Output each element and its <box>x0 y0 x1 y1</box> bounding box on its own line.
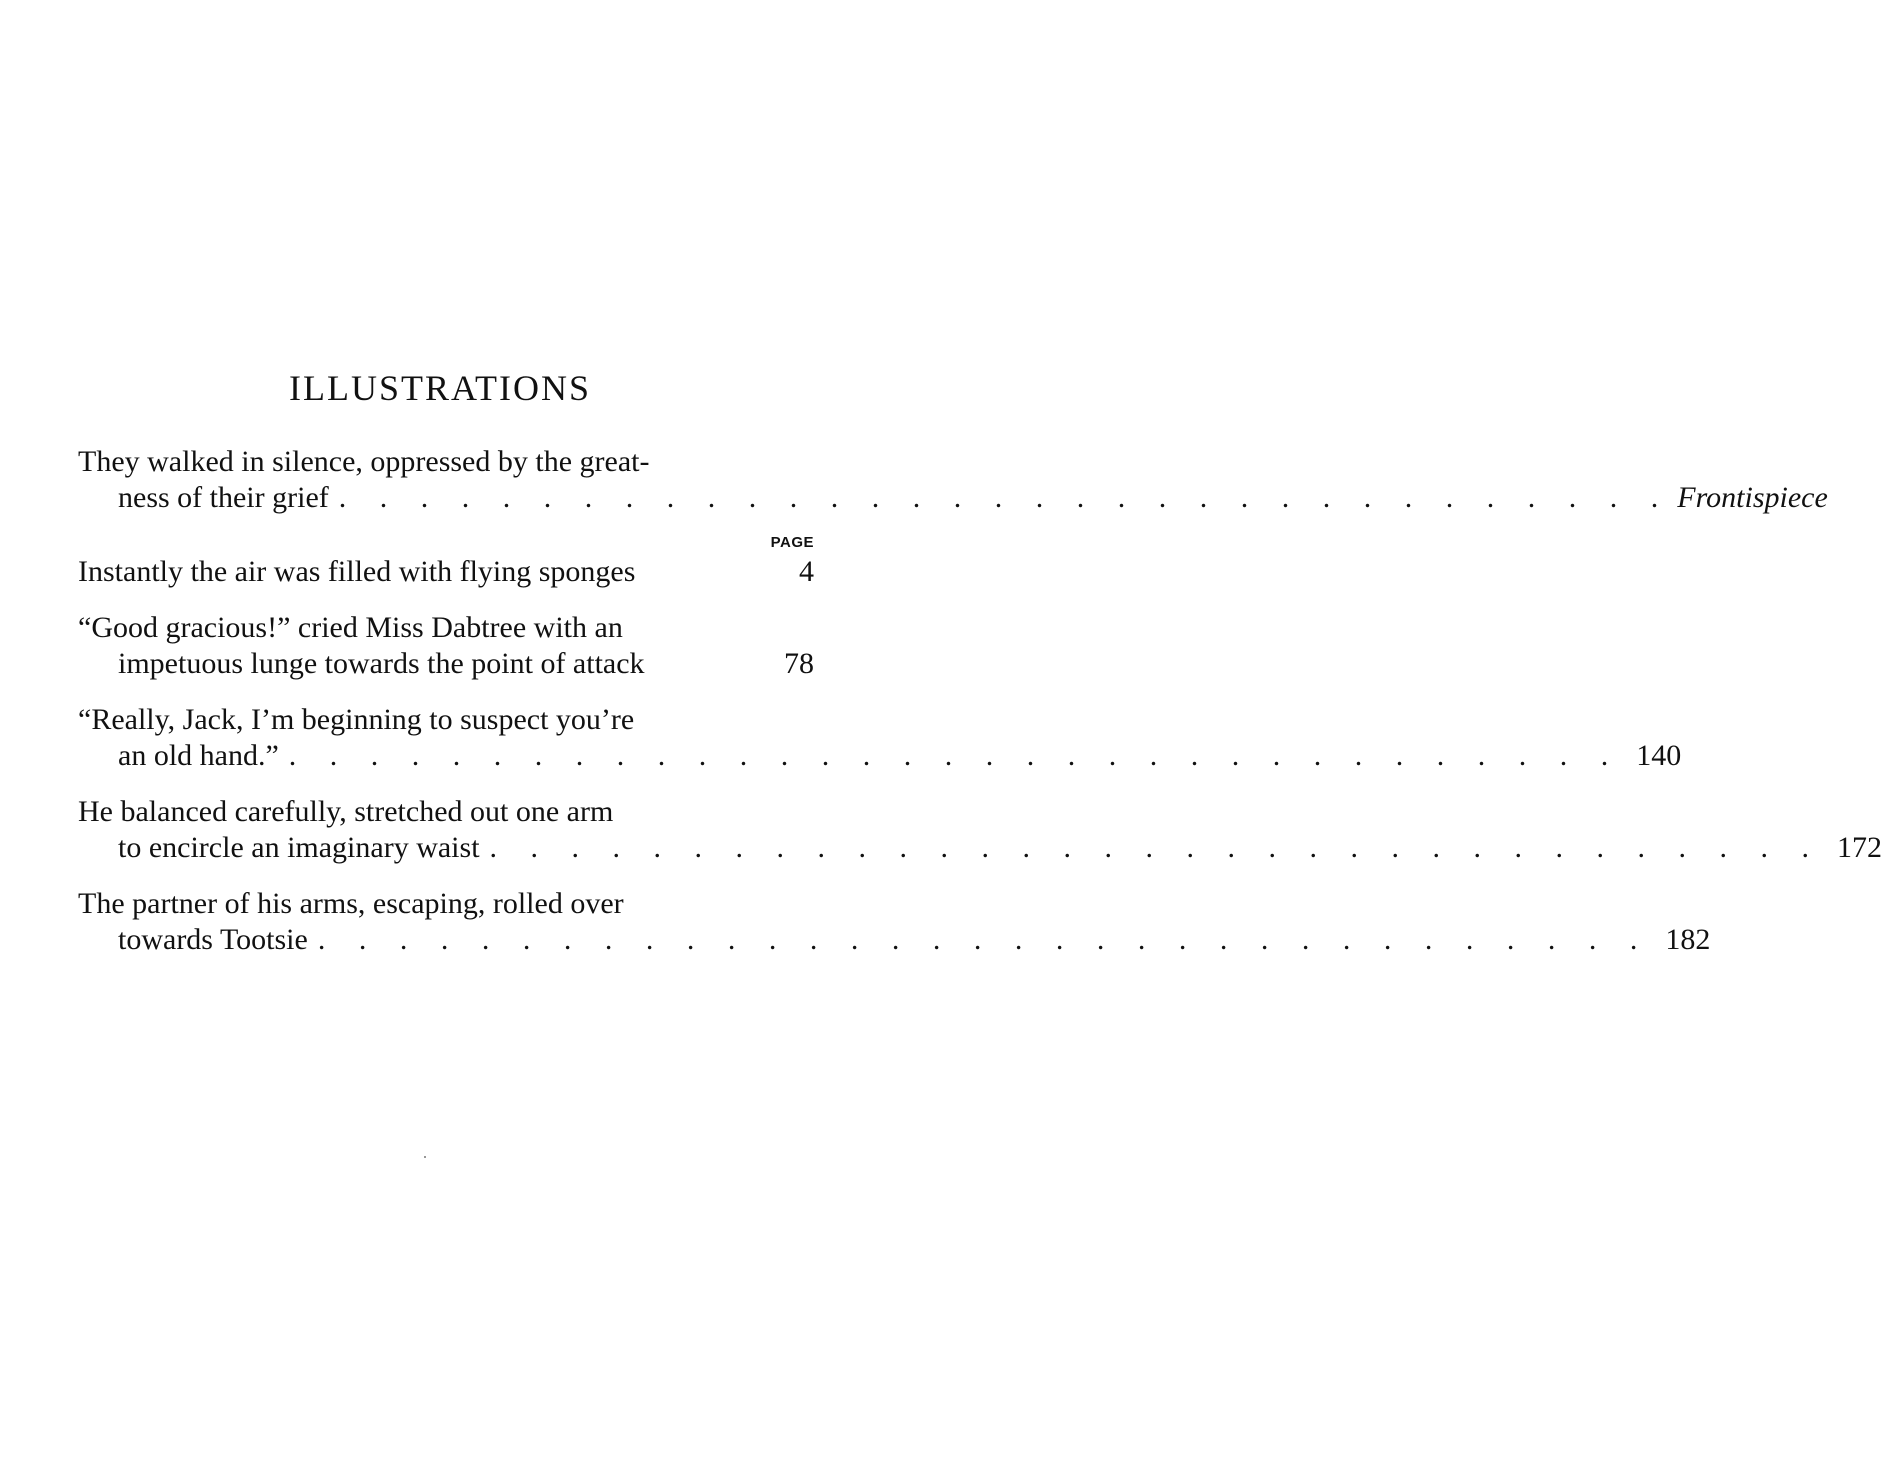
entry-caption-line2: impetuous lunge towards the point of attack <box>118 647 645 680</box>
entry-caption-line1: They walked in silence, oppressed by the great- <box>78 445 650 478</box>
dot-leader: . . . . . . . . . . . . . . . . . . . . . . . . . . . . . . . . . <box>288 739 1622 772</box>
entry-line <box>78 610 814 646</box>
frontispiece-entry <box>78 444 1828 516</box>
entry-line <box>78 886 814 922</box>
entry-line <box>78 554 814 590</box>
page-column-label: PAGE <box>770 534 814 551</box>
entry-line <box>78 702 814 738</box>
dot-leader: . . . . . . . . . . . . . . . . . . . . . . . . . . . . . . . . . <box>338 481 1672 514</box>
entry-line <box>78 922 1711 958</box>
page-title: ILLUSTRATIONS <box>289 368 591 408</box>
entry-caption-line1: The partner of his arms, escaping, rolled over <box>78 887 624 920</box>
dot-leader: . . . . . . . . . . . . . . . . . . . . . . . . . . . . . . . . . <box>317 923 1651 956</box>
entry-page-number: 172 <box>1837 831 1882 864</box>
entry-line <box>78 646 814 682</box>
entry-page-number: 4 <box>799 555 814 588</box>
entry-line <box>78 444 814 480</box>
list-item <box>78 886 1711 958</box>
list-item <box>78 794 1882 866</box>
entry-line <box>78 480 1828 516</box>
dot-leader: . . . . . . . . . . . . . . . . . . . . . . . . . . . . . . . . . <box>489 831 1823 864</box>
entry-page-number: 140 <box>1636 739 1682 772</box>
entry-line <box>78 738 1682 774</box>
frontispiece-label: Frontispiece <box>1677 481 1828 514</box>
list-item <box>78 610 814 682</box>
entry-caption-line2: towards Tootsie <box>118 923 308 956</box>
entry-line <box>78 830 1882 866</box>
entry-page-number: 182 <box>1665 923 1711 956</box>
entry-caption-line2: to encircle an imaginary waist <box>118 831 480 864</box>
entry-caption-line1: Instantly the air was filled with flying sponges <box>78 555 636 588</box>
entry-caption-line1: He balanced carefully, stretched out one arm <box>78 795 614 828</box>
entry-caption-line1: “Really, Jack, I’m beginning to suspect you’re <box>78 703 635 736</box>
entry-caption-line2: ness of their grief <box>118 481 329 514</box>
entry-page-number: 78 <box>784 647 814 680</box>
paper-speck <box>424 1156 426 1158</box>
entry-caption-line1: “Good gracious!” cried Miss Dabtree with an <box>78 611 623 644</box>
entry-line <box>78 794 814 830</box>
illustrations-list <box>78 444 1882 958</box>
list-item <box>78 702 1682 774</box>
entry-caption-line2: an old hand.” <box>118 739 279 772</box>
list-item <box>78 554 814 590</box>
